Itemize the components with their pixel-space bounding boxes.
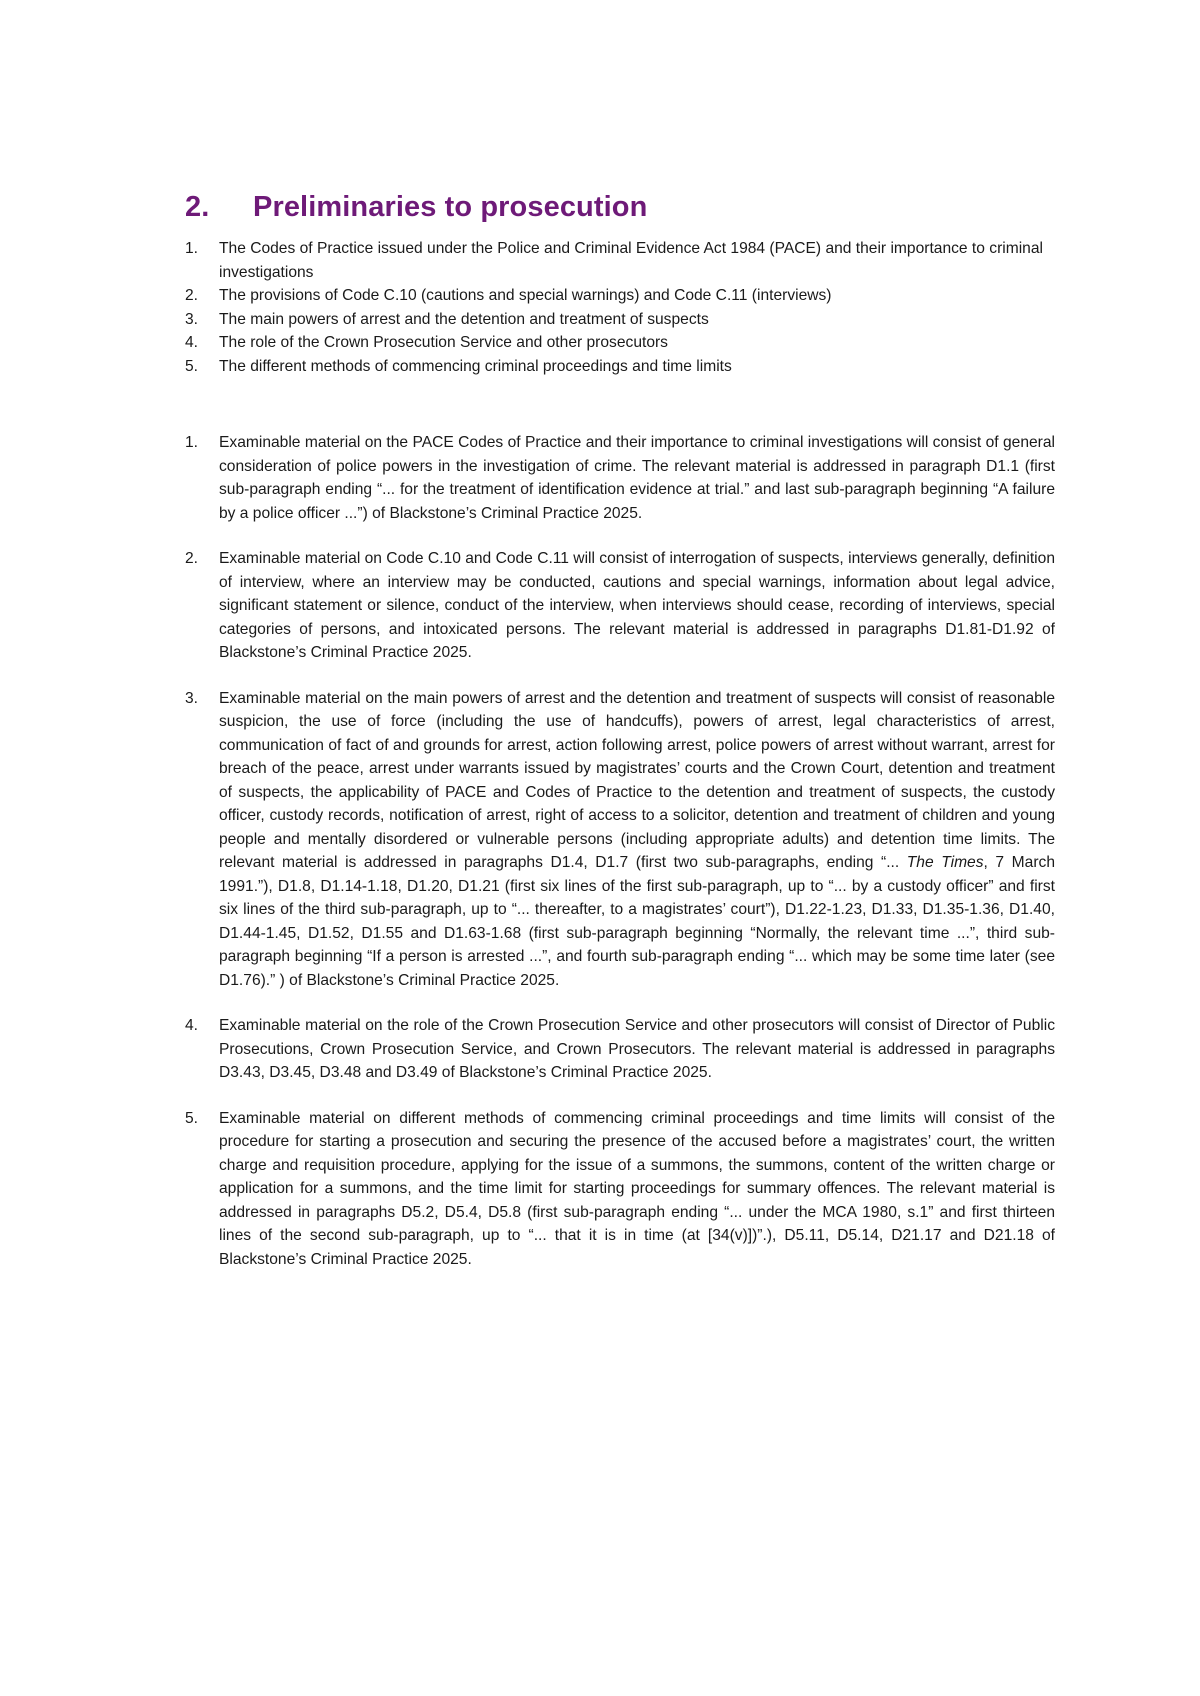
topic-text: The Codes of Practice issued under the Police and Criminal Evidence Act 1984 (PACE) and their importance to criminal investigations — [219, 240, 1043, 281]
detail-item — [185, 431, 1055, 525]
detail-text-part: Examinable material on the main powers of arrest and the detention and treatment of suspects will consist of reasonable suspicion, the use of force (including the use of handcuffs), powers of arrest, legal characteristics of arrest, communication of fact of and grounds for arrest, action following arrest, police powers of arrest without warrant, arrest for breach of the peace, arrest under warrants issued by magistrates’ courts and the Crown Court, detention and treatment of suspects, the applicability of PACE and Codes of Practice to the detention and treatment of suspects, the custody officer, custody records, notification of arrest, right of access to a solicitor, detention and treatment of children and young people and mentally disordered or vulnerable persons (including appropriate adults) and detention time limits. The relevant material is addressed in paragraphs D1.4, D1.7 (first two sub-paragraphs, ending “... — [219, 689, 1055, 871]
topic-number: 5. — [185, 357, 199, 375]
topic-text: The main powers of arrest and the detention and treatment of suspects — [219, 310, 709, 328]
detail-number: 1. — [185, 434, 199, 451]
detail-number: 4. — [185, 1017, 199, 1034]
topic-text: The provisions of Code C.10 (cautions and special warnings) and Code C.11 (interviews) — [219, 287, 832, 305]
detail-text: Examinable material on Code C.10 and Code C.11 will consist of interrogation of suspects, interviews generally, definition of interview, where an interview may be conducted, cautions and special warnings, information about legal advice, significant statement or silence, conduct of the interview, when interviews should cease, recording of interviews, special categories of persons, and intoxicated persons. The relevant material is addressed in paragraphs D1.81-D1.92 of Blackstone’s Criminal Practice 2025. — [219, 550, 1055, 661]
topic-item — [185, 331, 1055, 355]
detail-item — [185, 1014, 1055, 1085]
section-heading — [185, 191, 647, 224]
topic-text: The different methods of commencing criminal proceedings and time limits — [219, 357, 732, 375]
examinable-material-list — [185, 431, 1055, 1293]
detail-text — [219, 687, 1055, 993]
detail-text-italic: The Times — [906, 854, 984, 871]
topic-item — [185, 355, 1055, 379]
detail-number: 3. — [185, 689, 199, 707]
topic-text: The role of the Crown Prosecution Service and other prosecutors — [219, 334, 668, 352]
topic-number: 4. — [185, 334, 199, 352]
topic-item — [185, 308, 1055, 332]
detail-item — [185, 1107, 1055, 1272]
detail-item — [185, 547, 1055, 665]
detail-text: Examinable material on the PACE Codes of Practice and their importance to criminal investigations will consist of general consideration of police powers in the investigation of crime. The relevant material is addressed in paragraph D1.1 (first sub-paragraph ending “... for the treatment of identification evidence at trial.” and last sub-paragraph beginning “A failure by a police officer ...”) of Blackstone’s Criminal Practice 2025. — [219, 434, 1055, 522]
topic-number: 3. — [185, 310, 199, 328]
detail-number: 5. — [185, 1109, 199, 1127]
topic-item — [185, 237, 1055, 284]
section-number: 2. — [185, 191, 210, 224]
topic-number: 1. — [185, 240, 199, 257]
topic-list — [185, 237, 1055, 379]
detail-item — [185, 687, 1055, 993]
detail-text: Examinable material on different methods of commencing criminal proceedings and time limits will consist of the procedure for starting a prosecution and securing the presence of the accused before a magistrates’ court, the written charge and requisition procedure, applying for the issue of a summons, the summons, content of the written charge or application for a summons, and the time limit for starting proceedings for summary offences. The relevant material is addressed in paragraphs D5.2, D5.4, D5.8 (first sub-paragraph ending “... under the MCA 1980, s.1” and first thirteen lines of the second sub-paragraph, up to “... that it is in time (at [34(v)])”.), D5.11, D5.14, D21.17 and D21.18 of Blackstone’s Criminal Practice 2025. — [219, 1109, 1055, 1268]
detail-number: 2. — [185, 550, 199, 567]
topic-item — [185, 284, 1055, 308]
detail-text-part: , 7 March 1991.”), D1.8, D1.14-1.18, D1.20, D1.21 (first six lines of the first sub-paragraph, up to “... by a custody officer” and first six lines of the third sub-paragraph, up to “... thereafter, to a magistrates’ court”), D1.22-1.23, D1.33, D1.35-1.36, D1.40, D1.44-1.45, D1.52, D1.55 and D1.63-1.68 (first sub-paragraph beginning “Normally, the relevant time ...”, third sub-paragraph beginning “If a person is arrested ...”, and fourth sub-paragraph ending “... which may be some time later (see D1.76).” ) of Blackstone’s Criminal Practice 2025. — [219, 854, 1055, 989]
section-title: Preliminaries to prosecution — [253, 191, 648, 224]
topic-number: 2. — [185, 287, 199, 305]
detail-text: Examinable material on the role of the Crown Prosecution Service and other prosecutors will consist of Director of Public Prosecutions, Crown Prosecution Service, and Crown Prosecutors. The relevant material is addressed in paragraphs D3.43, D3.45, D3.48 and D3.49 of Blackstone’s Criminal Practice 2025. — [219, 1017, 1055, 1081]
